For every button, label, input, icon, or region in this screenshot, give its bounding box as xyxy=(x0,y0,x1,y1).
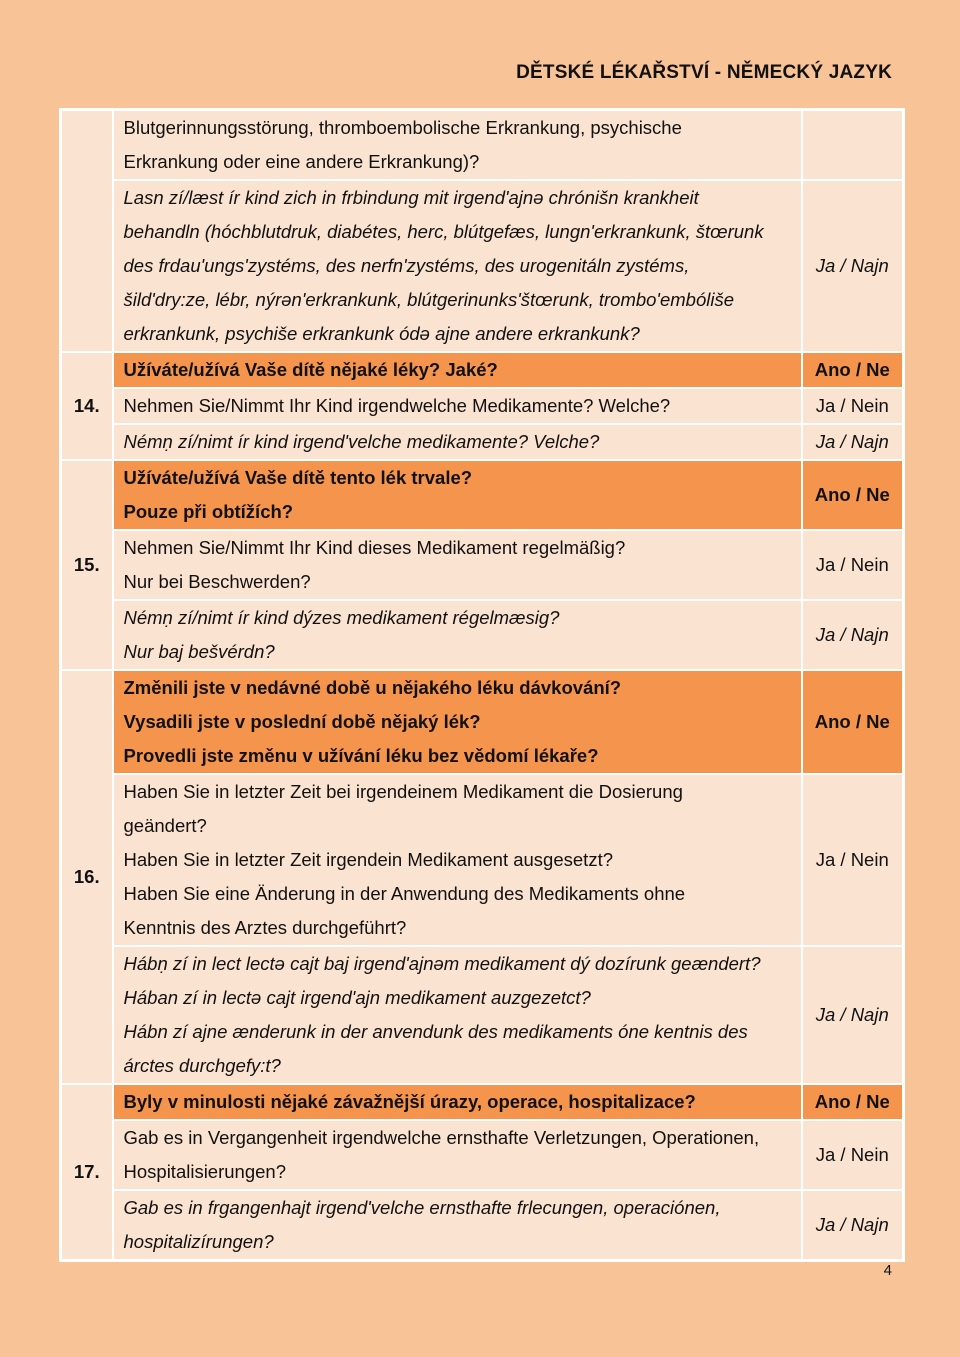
q13-ph-text: Lasn zí/læst ír kind zich in frbindung mit irgend'ajnə chrónišn krankheit behandln (hóchblutdruk, diabétes, herc, blútgefæs, lungn'erkrankunk, štœrunk des frdau'ungs'zystéms, des nerfn'zystéms, des urogenitáln zystéms, šild'dry:ze, lébr, nýrən'erkrankunk, blútgerinunks'štœrunk, trombo'embóliše erkrankunk, psychiše erkrankunk ódə ajne andere erkrankunk? xyxy=(113,180,802,352)
q14-ph-row xyxy=(61,424,904,460)
page-header-title: DĚTSKÉ LÉKAŘSTVÍ - NĚMECKÝ JAZYK xyxy=(516,62,892,83)
q14-de-text: Nehmen Sie/Nimmt Ihr Kind irgendwelche Medikamente? Welche? xyxy=(113,388,802,424)
q17-cz-answer: Ano / Ne xyxy=(802,1084,904,1120)
q14-number: 14. xyxy=(61,352,113,460)
q13-number-cell xyxy=(61,110,113,353)
questionnaire-table xyxy=(59,108,905,1262)
q14-de-row xyxy=(61,388,904,424)
q17-de-text: Gab es in Vergangenheit irgendwelche ernsthafte Verletzungen, Operationen, Hospitalisierungen? xyxy=(113,1120,802,1190)
q17-number: 17. xyxy=(61,1084,113,1261)
q14-de-answer: Ja / Nein xyxy=(802,388,904,424)
q15-ph-row xyxy=(61,600,904,670)
q16-de-text: Haben Sie in letzter Zeit bei irgendeinem Medikament die Dosierung geändert? Haben Sie in letzter Zeit irgendein Medikament ausgesetzt? Haben Sie eine Änderung in der Anwendung des Medikaments ohne Kenntnis des Arztes durchgeführt? xyxy=(113,774,802,946)
q13-de-text: Blutgerinnungsstörung, thromboembolische Erkrankung, psychische Erkrankung oder eine andere Erkrankung)? xyxy=(113,110,802,181)
q13-de-row xyxy=(61,110,904,181)
q15-de-row xyxy=(61,530,904,600)
q14-cz-row xyxy=(61,352,904,388)
q15-cz-answer: Ano / Ne xyxy=(802,460,904,530)
q16-ph-text: Hábṇ zí in lect lectə cajt baj irgend'ajnəm medikament dý dozírunk geændert? Hában zí in lectə cajt irgend'ajn medikament auzgezetct? Hábn zí ajne ænderunk in der anvendunk des medikaments óne kentnis des árctes durchgefy:t? xyxy=(113,946,802,1084)
q13-de-answer xyxy=(802,110,904,181)
q13-ph-answer: Ja / Najn xyxy=(802,180,904,352)
q17-cz-text: Byly v minulosti nějaké závažnější úrazy, operace, hospitalizace? xyxy=(113,1084,802,1120)
q14-cz-text: Užíváte/užívá Vaše dítě nějaké léky? Jaké? xyxy=(113,352,802,388)
q16-de-row xyxy=(61,774,904,946)
q16-cz-answer: Ano / Ne xyxy=(802,670,904,774)
q13-ph-row xyxy=(61,180,904,352)
q17-ph-text: Gab es in frgangenhajt irgend'velche ernsthafte frlecungen, operaciónen, hospitalizírungen? xyxy=(113,1190,802,1261)
q17-de-row xyxy=(61,1120,904,1190)
q14-ph-text: Némṇ zí/nimt ír kind irgend'velche medikamente? Velche? xyxy=(113,424,802,460)
q16-cz-text: Změnili jste v nedávné době u nějakého léku dávkování? Vysadili jste v poslední době nějaký lék? Provedli jste změnu v užívání léku bez vědomí lékaře? xyxy=(113,670,802,774)
q16-ph-row xyxy=(61,946,904,1084)
q17-cz-row xyxy=(61,1084,904,1120)
q15-de-answer: Ja / Nein xyxy=(802,530,904,600)
page-number: 4 xyxy=(883,1262,892,1279)
q16-cz-row xyxy=(61,670,904,774)
q15-cz-text: Užíváte/užívá Vaše dítě tento lék trvale? Pouze při obtížích? xyxy=(113,460,802,530)
q17-ph-answer: Ja / Najn xyxy=(802,1190,904,1261)
q14-cz-answer: Ano / Ne xyxy=(802,352,904,388)
q16-number: 16. xyxy=(61,670,113,1084)
q15-ph-text: Némṇ zí/nimt ír kind dýzes medikament régelmæsig? Nur baj bešvérdn? xyxy=(113,600,802,670)
q16-de-answer: Ja / Nein xyxy=(802,774,904,946)
q16-ph-answer: Ja / Najn xyxy=(802,946,904,1084)
q15-de-text: Nehmen Sie/Nimmt Ihr Kind dieses Medikament regelmäßig? Nur bei Beschwerden? xyxy=(113,530,802,600)
q15-number: 15. xyxy=(61,460,113,670)
q17-ph-row xyxy=(61,1190,904,1261)
q15-ph-answer: Ja / Najn xyxy=(802,600,904,670)
q17-de-answer: Ja / Nein xyxy=(802,1120,904,1190)
q14-ph-answer: Ja / Najn xyxy=(802,424,904,460)
q15-cz-row xyxy=(61,460,904,530)
